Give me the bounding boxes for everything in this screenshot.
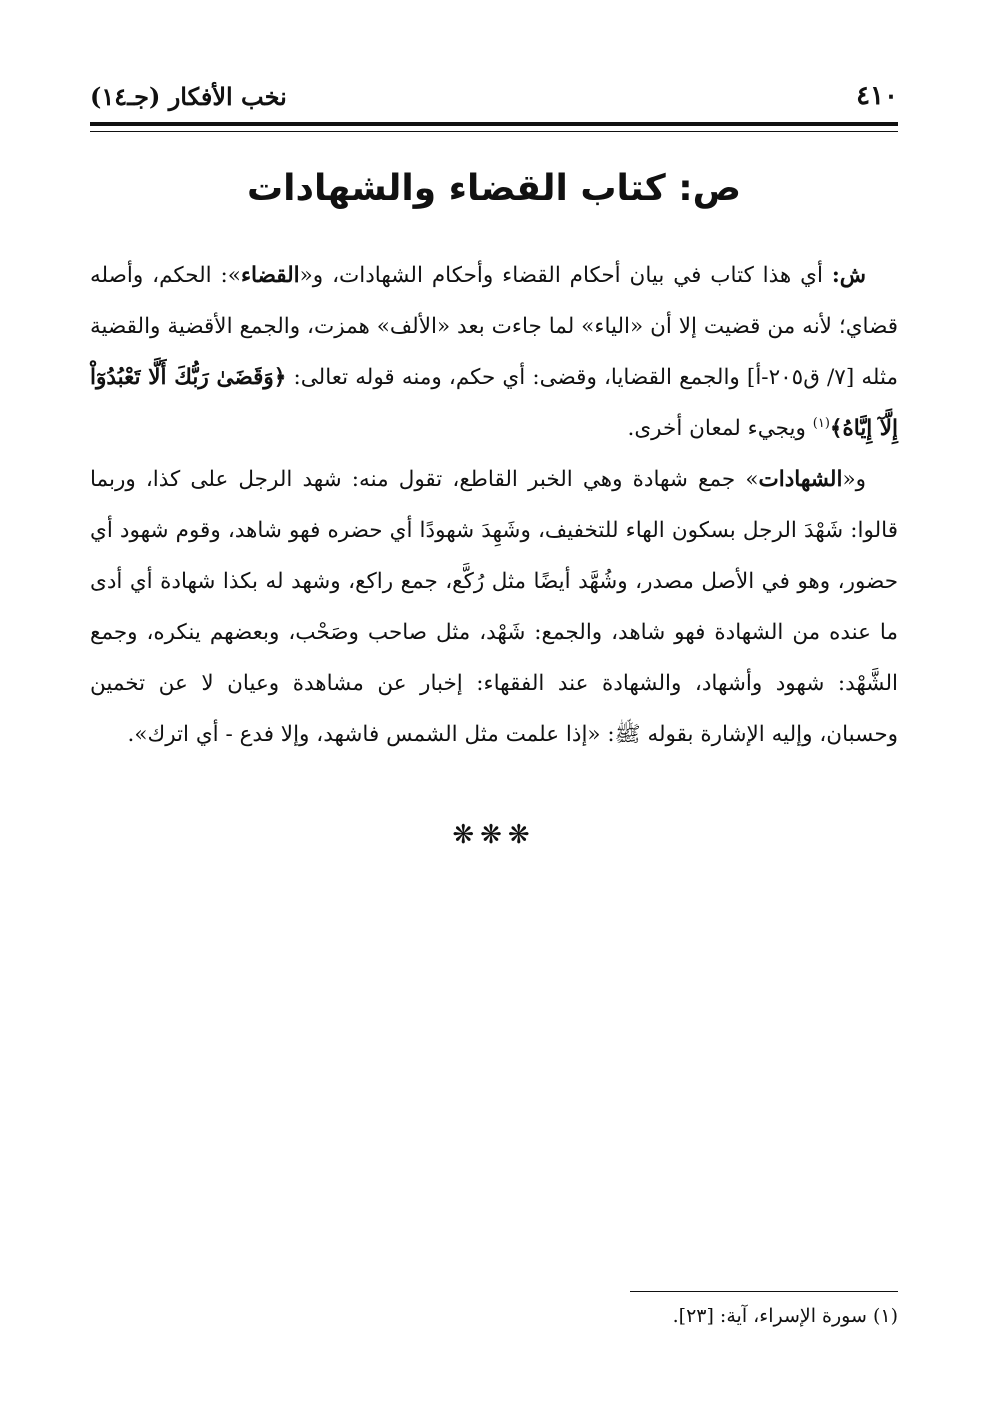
paragraph-qada-text-3: ويجيء لمعان أخرى. — [627, 416, 813, 441]
section-separator: ❋❋❋ — [452, 820, 536, 850]
paragraph-qada — [90, 250, 898, 454]
book-title: نخب الأفكار (جـ١٤) — [90, 81, 287, 111]
commentary-label: ش: — [831, 263, 867, 288]
paragraph-qada-text-1: أي هذا كتاب في بيان أحكام القضاء وأحكام الشهادات، و« — [299, 263, 832, 288]
header-rule — [90, 122, 898, 132]
footnote-ref[interactable]: (١) — [812, 415, 830, 431]
quran-verse: ﴿وَقَضَىٰ رَبُّكَ أَلَّا تَعْبُدُوٓاْ إِلَّآ إِيَّاهُ﴾ — [90, 365, 898, 441]
paragraph-shahadat-text: » جمع شهادة وهي الخبر القاطع، تقول منه: شهد الرجل على كذا، وربما قالوا: شَهْدَ الرجل بسكون الهاء للتخفيف، وشَهِدَ شهودًا أي حضره فهو شاهد، وقوم شهود أي حضور، وهو في الأصل مصدر، وشُهَّد أيضًا مثل رُكَّع، جمع راكع، وشهد له بكذا شهادة أي أدى ما عنده من الشهادة فهو شاهد، والجمع: شَهْد، مثل صاحب وصَحْب، وبعضهم ينكره، وجمع الشَّهْد: شهود وأشهاد، والشهادة عند الفقهاء: إخبار عن مشاهدة وعيان لا عن تخمين وحسبان، وإليه الإشارة بقوله ﷺ: «إذا علمت مثل الشمس فاشهد، وإلا فدع - أي اترك». — [90, 467, 898, 747]
term-qada: القضاء — [240, 263, 300, 288]
body-text — [90, 250, 898, 760]
paragraph-qada-text-2: »: الحكم، وأصله قضاي؛ لأنه من قضيت إلا أن «الياء» لما جاءت بعد «الألف» همزت، والجمع الأقضية والقضية مثله [٧/ ق٢٠٥-أ] والجمع القضايا، وقضى: أي حكم، ومنه قوله تعالى: — [90, 263, 899, 390]
footnote-rule — [630, 1291, 898, 1292]
paragraph-shahadat-prefix: و« — [842, 467, 866, 492]
paragraph-shahadat — [90, 454, 898, 760]
page-header — [90, 78, 898, 114]
chapter-title: ص: كتاب القضاء والشهادات — [246, 168, 742, 209]
term-shahadat: الشهادات — [758, 467, 843, 492]
footnote: (١) سورة الإسراء، آية: [٢٣]. — [672, 1305, 898, 1327]
page-number: ٤١٠ — [856, 81, 898, 111]
